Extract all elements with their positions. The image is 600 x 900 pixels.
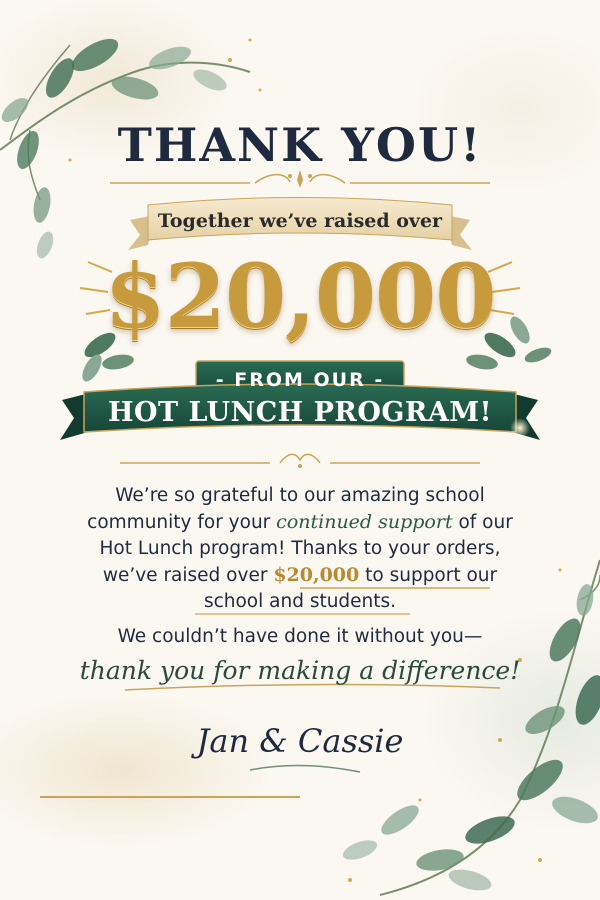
thank-you-heading: THANK YOU!	[117, 118, 483, 172]
message-part-1: We’re so grateful to our amazing school community for your	[87, 485, 485, 533]
raised-banner-text: Together we’ve raised over	[157, 210, 443, 232]
message-amount: $20,000	[273, 564, 360, 586]
signature: Jan & Cassie	[196, 722, 404, 760]
closing-underline-icon	[125, 684, 500, 690]
thank-you-message	[80, 483, 520, 615]
signature-flourish-icon	[250, 765, 360, 772]
heading-divider-icon	[110, 170, 490, 188]
amount-raised: $20,000	[104, 244, 496, 348]
from-our-label: - FROM OUR -	[215, 369, 385, 391]
closing-line: We couldn’t have done it without you—	[117, 626, 483, 647]
ribbon-divider-icon	[120, 454, 480, 468]
message-part-3: to support our school and students.	[203, 565, 498, 612]
closing-script: thank you for making a difference!	[79, 656, 521, 685]
message-part-2: of our Hot Lunch program! Thanks to your orders, we’ve raised over	[99, 512, 513, 586]
message-highlight: continued support	[276, 511, 453, 533]
program-name: HOT LUNCH PROGRAM!	[107, 397, 493, 428]
